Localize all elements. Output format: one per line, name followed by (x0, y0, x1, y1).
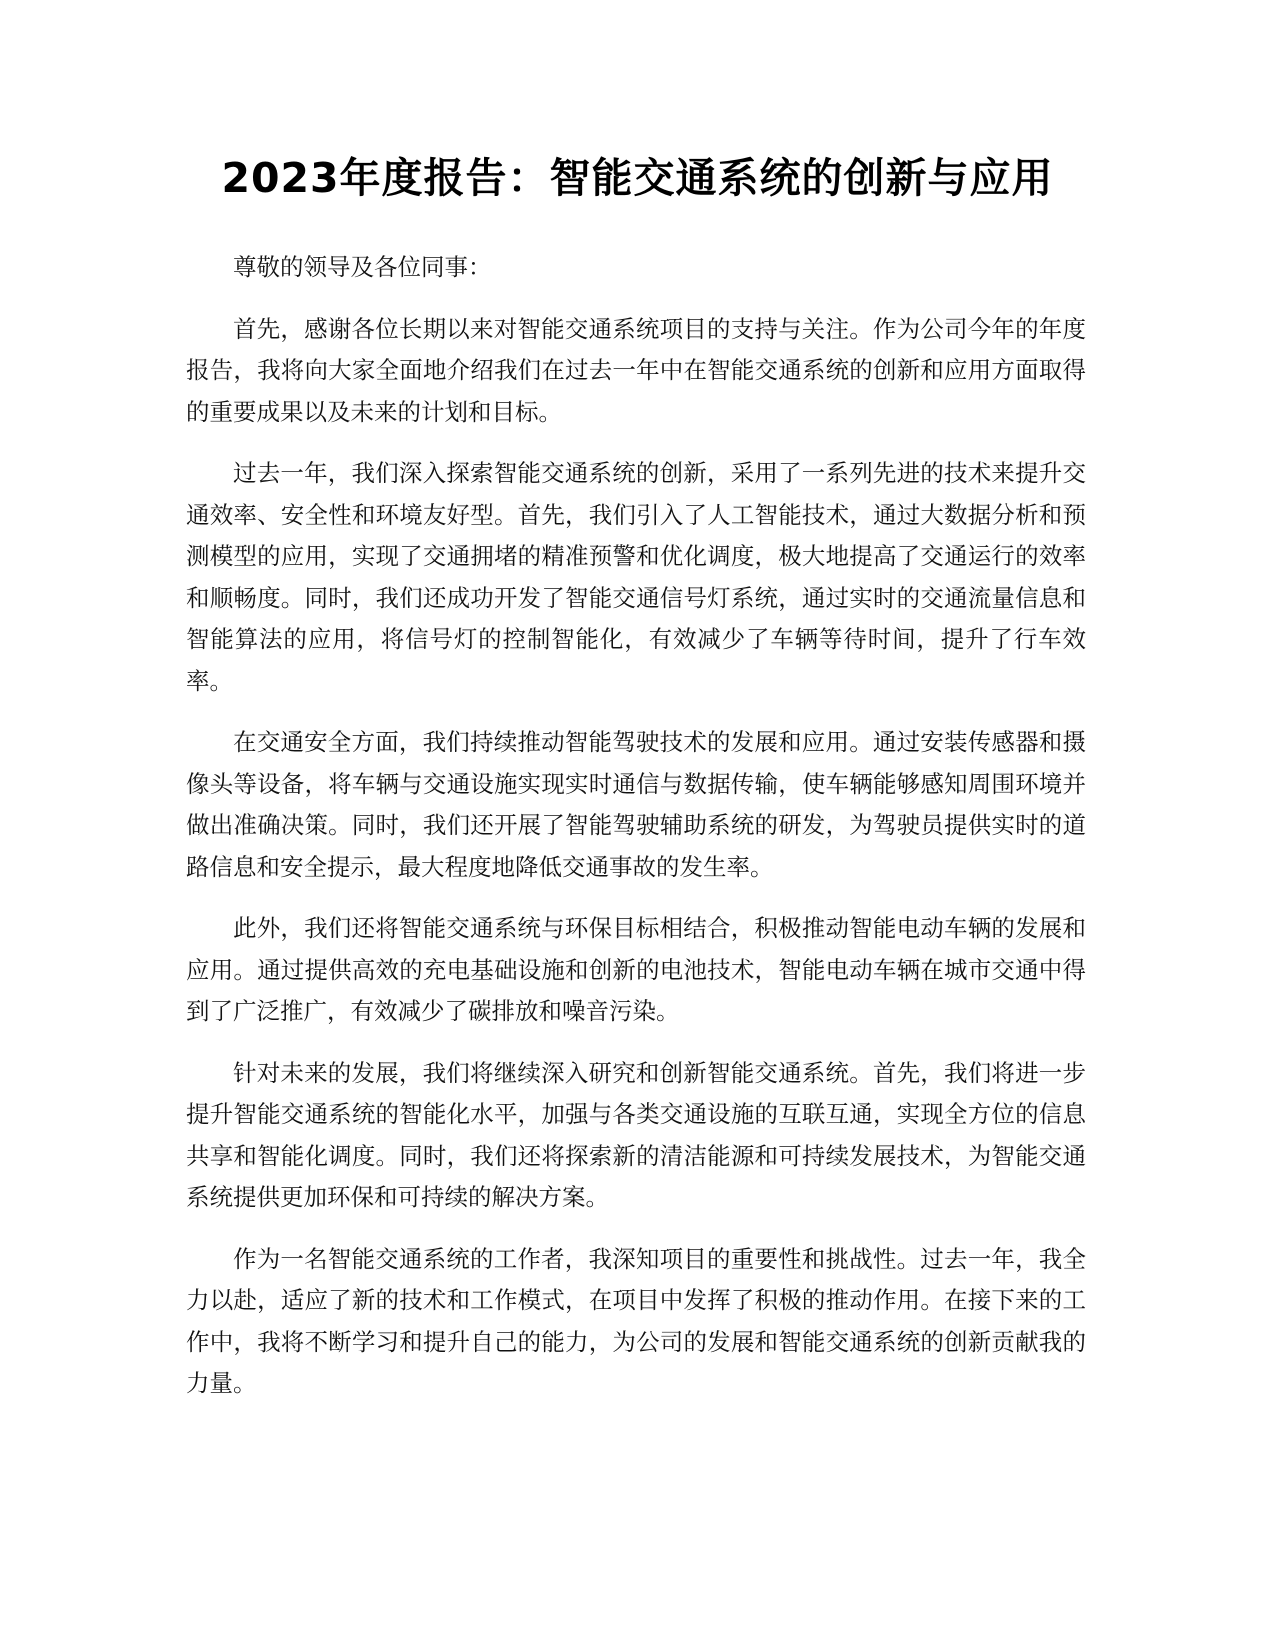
body-paragraph: 针对未来的发展，我们将继续深入研究和创新智能交通系统。首先，我们将进一步提升智能交通系统的智能化水平，加强与各类交通设施的互联互通，实现全方位的信息共享和智能化调度。同时，我们还将探索新的清洁能源和可持续发展技术，为智能交通系统提供更加环保和可持续的解决方案。 (186, 1058, 1086, 1211)
body-paragraph: 作为一名智能交通系统的工作者，我深知项目的重要性和挑战性。过去一年，我全力以赴，适应了新的技术和工作模式，在项目中发挥了积极的推动作用。在接下来的工作中，我将不断学习和提升自己的能力，为公司的发展和智能交通系统的创新贡献我的力量。 (186, 1244, 1086, 1397)
body-paragraph: 过去一年，我们深入探索智能交通系统的创新，采用了一系列先进的技术来提升交通效率、安全性和环境友好型。首先，我们引入了人工智能技术，通过大数据分析和预测模型的应用，实现了交通拥堵的精准预警和优化调度，极大地提高了交通运行的效率和顺畅度。同时，我们还成功开发了智能交通信号灯系统，通过实时的交通流量信息和智能算法的应用，将信号灯的控制智能化，有效减少了车辆等待时间，提升了行车效率。 (186, 459, 1086, 695)
body-paragraph: 在交通安全方面，我们持续推动智能驾驶技术的发展和应用。通过安装传感器和摄像头等设备，将车辆与交通设施实现实时通信与数据传输，使车辆能够感知周围环境并做出准确决策。同时，我们还开展了智能驾驶辅助系统的研发，为驾驶员提供实时的道路信息和安全提示，最大程度地降低交通事故的发生率。 (186, 728, 1086, 881)
body-paragraph: 此外，我们还将智能交通系统与环保目标相结合，积极推动智能电动车辆的发展和应用。通过提供高效的充电基础设施和创新的电池技术，智能电动车辆在城市交通中得到了广泛推广，有效减少了碳排放和噪音污染。 (186, 914, 1086, 1025)
document-body (186, 247, 1086, 1425)
salutation-paragraph: 尊敬的领导及各位同事： (233, 253, 492, 281)
body-paragraph: 首先，感谢各位长期以来对智能交通系统项目的支持与关注。作为公司今年的年度报告，我将向大家全面地介绍我们在过去一年中在智能交通系统的创新和应用方面取得的重要成果以及未来的计划和目标。 (186, 314, 1086, 426)
document-title: 2023年度报告：智能交通系统的创新与应用 (221, 154, 1054, 202)
